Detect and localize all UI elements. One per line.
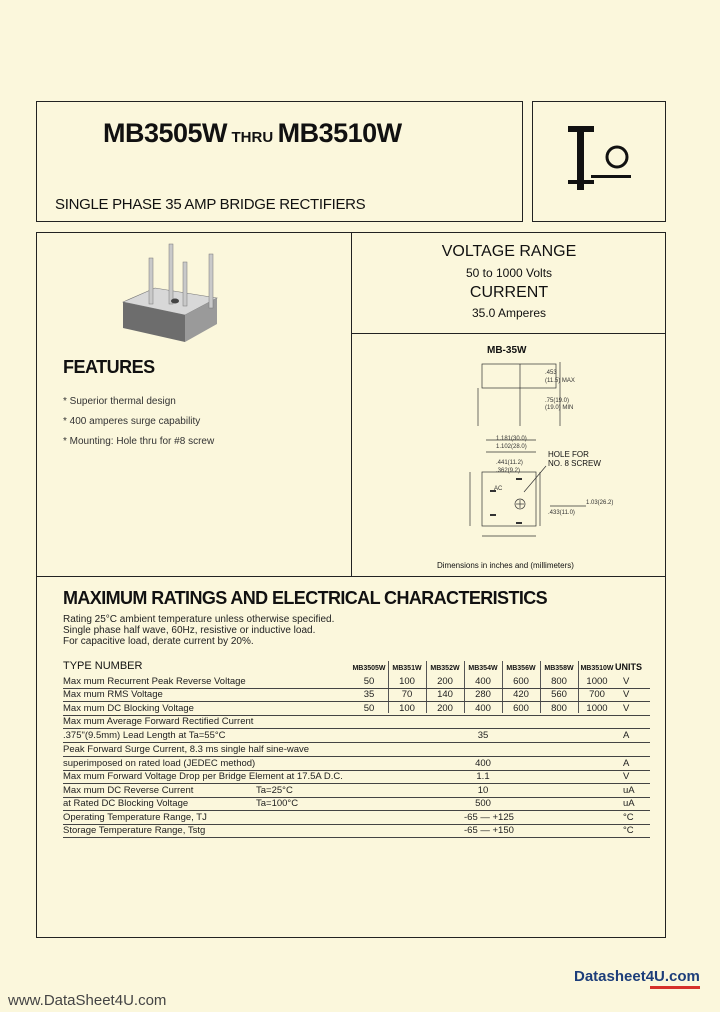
spec-row-line (63, 783, 650, 784)
datasheet-logo[interactable]: Datasheet4U.com (574, 968, 700, 985)
spec-row (63, 703, 653, 716)
rating-note-1: Rating 25°C ambient temperature unless otherwise specified. (63, 614, 335, 625)
spec-label: Peak Forward Surge Current, 8.3 ms single half sine-wave (63, 744, 310, 755)
col-mb356w: MB356W (506, 665, 536, 672)
spec-unit: A (623, 758, 630, 769)
package-label: MB-35W (487, 345, 527, 356)
feature-item-3: * Mounting: Hole thru for #8 screw (63, 436, 215, 447)
dim-d1: .453 (545, 370, 557, 376)
spec-value: 100 (399, 676, 415, 687)
spec-unit: °C (623, 812, 634, 823)
part-title (103, 118, 402, 149)
section-divider (36, 576, 666, 577)
spec-value: -65 — +125 (464, 812, 514, 823)
bridge-rectifier-package-image (115, 240, 255, 350)
dimensions-caption: Dimensions in inches and (millimeters) (437, 561, 574, 570)
spec-value: 800 (551, 703, 567, 714)
dim-d2: .75(19.0) (545, 398, 570, 404)
spec-row (63, 716, 653, 729)
spec-value: 70 (401, 689, 413, 700)
spec-value: 420 (513, 689, 529, 700)
spec-unit: uA (623, 785, 635, 796)
feature-item-2: * 400 amperes surge capability (63, 416, 201, 427)
spec-unit: V (623, 703, 630, 714)
dim-d1mm: (11.5) MAX (545, 378, 575, 384)
footer-url[interactable]: www.DataSheet4U.com (8, 992, 167, 1009)
spec-row-line (63, 728, 650, 729)
spec-unit: uA (623, 798, 635, 809)
max-ratings-heading: MAXIMUM RATINGS AND ELECTRICAL CHARACTERISTICS (63, 588, 548, 608)
spec-row (63, 825, 653, 838)
col-mb3505w: MB3505W (352, 665, 386, 672)
dim-d7: .433(11.0) (548, 510, 575, 516)
spec-label: Max mum DC Reverse Current (63, 785, 194, 796)
current-heading: CURRENT (469, 284, 549, 301)
col-mb3510w: MB3510W (580, 665, 614, 672)
spec-value: 1000 (586, 676, 608, 687)
spec-value: 280 (475, 689, 491, 700)
spec-value: 50 (363, 676, 375, 687)
dim-d8: 1.03(26.2) (586, 500, 614, 506)
spec-row (63, 758, 653, 771)
spec-value: 600 (513, 703, 529, 714)
spec-value: 35 (477, 730, 489, 741)
part-from: MB3505W (103, 118, 228, 148)
spec-value: 35 (363, 689, 375, 700)
rating-note-3: For capacitive load, derate current by 20%. (63, 636, 254, 647)
thru-label: THRU (231, 129, 274, 146)
datasheet-logo-bar (650, 986, 700, 989)
spec-row (63, 771, 653, 784)
spec-condition: Ta=25°C (256, 785, 293, 796)
feature-item-1: * Superior thermal design (63, 396, 176, 407)
spec-value: 1000 (586, 703, 608, 714)
col-units: UNITS (615, 662, 642, 672)
spec-row-line (63, 742, 650, 743)
type-number-label: TYPE NUMBER (63, 660, 143, 672)
spec-label: Storage Temperature Range, Tstg (63, 825, 206, 836)
logo-box (532, 101, 666, 222)
spec-value: 1.1 (476, 771, 490, 782)
spec-label: Max mum Recurrent Peak Reverse Voltage (63, 676, 246, 687)
rating-note-2: Single phase half wave, 60Hz, resistive or inductive load. (63, 625, 316, 636)
dimension-drawing (440, 356, 620, 556)
spec-value: 800 (551, 676, 567, 687)
spec-label: Max mum Average Forward Rectified Current (63, 716, 254, 727)
spec-value: 400 (475, 703, 491, 714)
dim-d6: .362(9.2) (496, 468, 521, 474)
spec-row-line (63, 837, 650, 838)
spec-row (63, 689, 653, 702)
spec-value: -65 — +150 (464, 825, 514, 836)
col-mb351w: MB351W (392, 665, 422, 672)
features-heading: FEATURES (63, 357, 155, 377)
spec-value: 400 (475, 758, 491, 769)
dim-d3: 1.181(30.0) (496, 436, 527, 442)
col-mb358w: MB358W (544, 665, 574, 672)
spec-value: 140 (437, 689, 453, 700)
spec-unit: V (623, 676, 630, 687)
spec-value: 200 (437, 676, 453, 687)
col-mb354w: MB354W (468, 665, 498, 672)
col-mb352w: MB352W (430, 665, 460, 672)
spec-row (63, 744, 653, 757)
spec-value: 200 (437, 703, 453, 714)
voltage-range-value: 50 to 1000 Volts (465, 266, 553, 280)
hole-label-1: HOLE FOR (548, 450, 589, 459)
spec-row (63, 676, 653, 689)
header-box (36, 101, 523, 222)
subtitle: SINGLE PHASE 35 AMP BRIDGE RECTIFIERS (55, 196, 366, 213)
spec-row-line (63, 810, 650, 811)
spec-label: Max mum DC Blocking Voltage (63, 703, 194, 714)
dim-d2mm: (19.0) MIN (545, 405, 574, 411)
spec-condition: Ta=100°C (256, 798, 299, 809)
spec-label: .375"(9.5mm) Lead Length at Ta=55°C (63, 730, 226, 741)
part-to: MB3510W (277, 118, 402, 148)
spec-row-line (63, 756, 650, 757)
spec-value: 500 (475, 798, 491, 809)
spec-value: 560 (551, 689, 567, 700)
spec-value: 400 (475, 676, 491, 687)
voltage-range-heading: VOLTAGE RANGE (441, 243, 577, 260)
spec-value: 50 (363, 703, 375, 714)
spec-value: 700 (589, 689, 605, 700)
spec-label: superimposed on rated load (JEDEC method) (63, 758, 256, 769)
spec-row (63, 785, 653, 798)
spec-unit: A (623, 730, 630, 741)
spec-label: Max mum Forward Voltage Drop per Bridge Element at 17.5A D.C. (63, 771, 343, 782)
spec-label: Operating Temperature Range, TJ (63, 812, 207, 823)
spec-value: 10 (477, 785, 489, 796)
dim-d4: 1.102(28.0) (496, 444, 527, 450)
spec-row (63, 812, 653, 825)
dim-d5: .441(11.2) (496, 460, 523, 466)
hole-label-2: NO. 8 SCREW (548, 459, 601, 468)
current-value: 35.0 Amperes (471, 306, 547, 320)
spec-unit: °C (623, 825, 634, 836)
spec-label: Max mum RMS Voltage (63, 689, 163, 700)
right-divider-h (351, 333, 666, 334)
dim-ac: AC (494, 486, 503, 492)
spec-label: at Rated DC Blocking Voltage (63, 798, 189, 809)
company-logo-icon (533, 102, 667, 223)
spec-value: 600 (513, 676, 529, 687)
spec-unit: V (623, 771, 630, 782)
spec-unit: V (623, 689, 630, 700)
spec-row (63, 798, 653, 811)
spec-row (63, 730, 653, 743)
spec-row-line (63, 701, 650, 702)
spec-value: 100 (399, 703, 415, 714)
